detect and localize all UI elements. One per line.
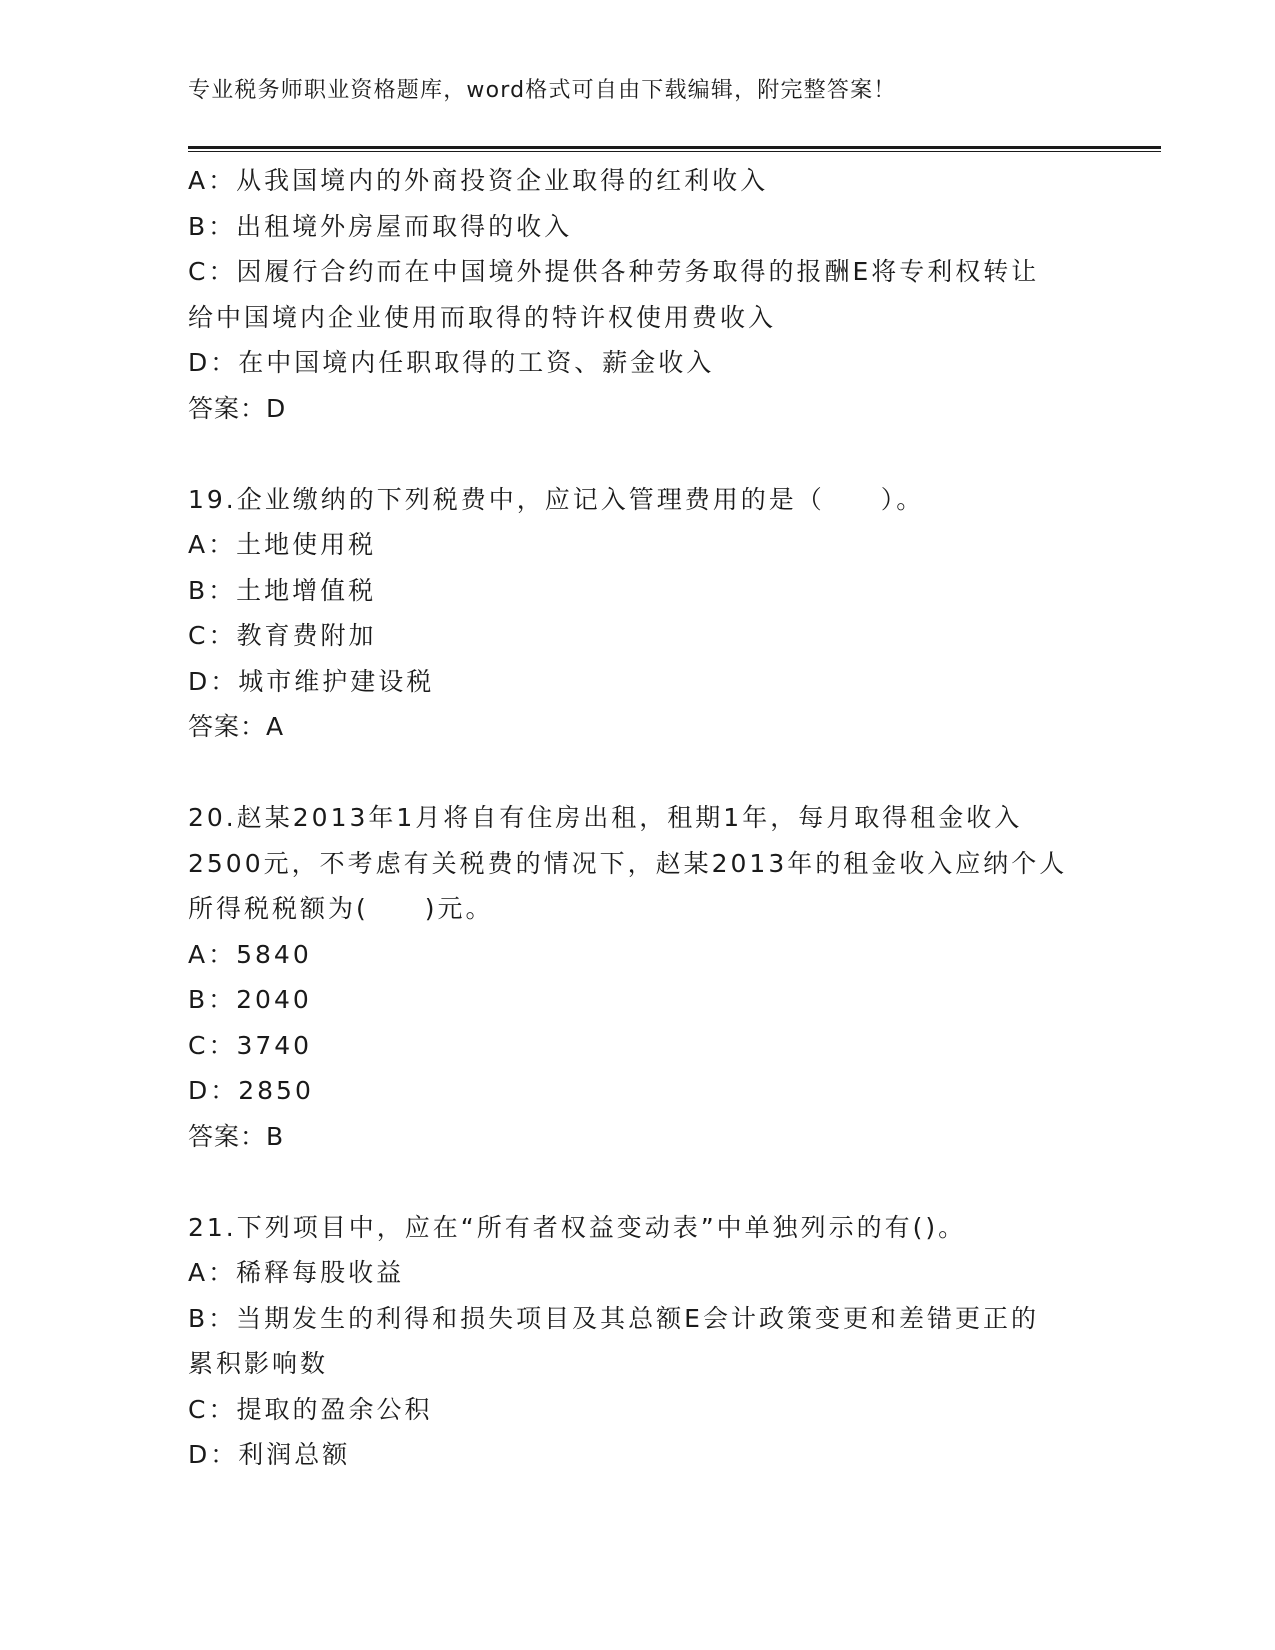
- option-d: D：城市维护建设税: [188, 666, 435, 696]
- question-stem: 20.赵某2013年1月将自有住房出租，租期1年，每月取得租金收入: [188, 803, 1023, 832]
- question-19: [188, 477, 1088, 750]
- question-21: [188, 1205, 1088, 1478]
- question-stem: 19.企业缴纳的下列税费中，应记入管理费用的是（ ）。: [188, 484, 925, 514]
- option-d: D：在中国境内任职取得的工资、薪金收入: [188, 348, 715, 377]
- question-stem-continued: 2500元，不考虑有关税费的情况下，赵某2013年的租金收入应纳个人: [188, 848, 1068, 878]
- option-d: D：2850: [188, 1076, 314, 1105]
- option-b: B：出租境外房屋而取得的收入: [188, 211, 573, 241]
- option-c: C：3740: [188, 1030, 313, 1060]
- option-c: C：因履行合约而在中国境外提供各种劳务取得的报酬E将专利权转让: [188, 257, 1040, 286]
- answer-line: 答案：A: [188, 712, 285, 741]
- option-c: C：教育费附加: [188, 621, 377, 650]
- option-b-continued: 累积影响数: [188, 1349, 329, 1378]
- option-b: B：2040: [188, 985, 312, 1014]
- header-divider: [188, 146, 1161, 152]
- option-b: B：土地增值税: [188, 575, 377, 605]
- spacer: [188, 431, 1088, 477]
- option-a: A：从我国境内的外商投资企业取得的红利收入: [188, 166, 769, 195]
- page-header: 专业税务师职业资格题库，word格式可自由下载编辑，附完整答案！: [188, 78, 897, 103]
- question-18: [188, 158, 1088, 431]
- answer-line: 答案：D: [188, 393, 287, 423]
- option-c-continued: 给中国境内企业使用而取得的特许权使用费收入: [188, 302, 777, 332]
- question-stem-continued: 所得税税额为( )元。: [188, 894, 494, 923]
- option-a: A：5840: [188, 939, 312, 969]
- spacer: [188, 750, 1088, 796]
- option-a: A：土地使用税: [188, 530, 377, 559]
- spacer: [188, 1159, 1088, 1205]
- question-20: [188, 795, 1088, 1159]
- answer-line: 答案：B: [188, 1121, 285, 1151]
- question-content: [188, 158, 1088, 1478]
- option-c: C：提取的盈余公积: [188, 1394, 433, 1424]
- option-d: D：利润总额: [188, 1440, 351, 1469]
- question-stem: 21.下列项目中，应在“所有者权益变动表”中单独列示的有()。: [188, 1212, 967, 1242]
- option-a: A：稀释每股收益: [188, 1258, 405, 1287]
- option-b: B：当期发生的利得和损失项目及其总额E会计政策变更和差错更正的: [188, 1303, 1039, 1333]
